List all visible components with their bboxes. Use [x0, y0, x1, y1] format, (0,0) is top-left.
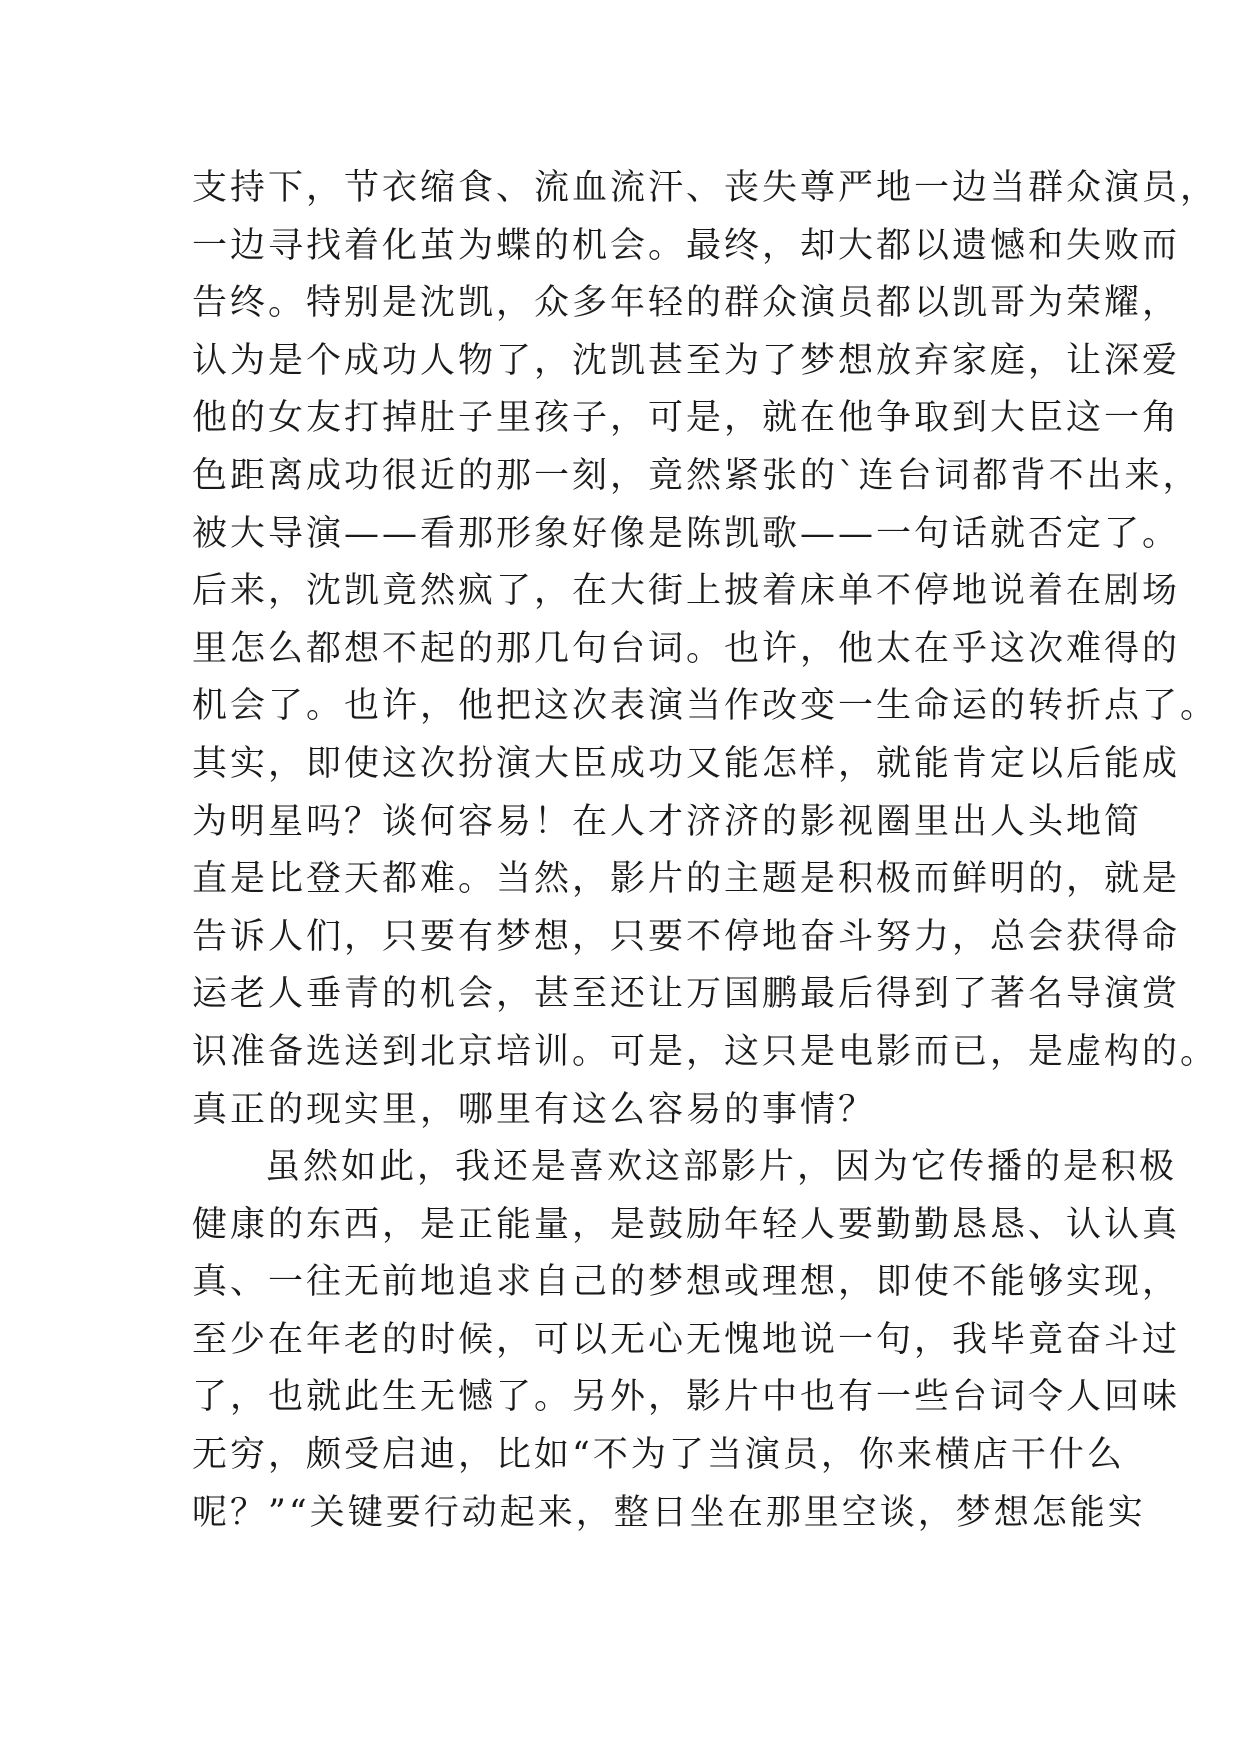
text-line: 真正的现实里，哪里有这么容易的事情？: [192, 1089, 877, 1130]
text-line: 为明星吗？谈何容易！在人才济济的影视圈里出人头地简: [192, 801, 1143, 842]
text-line: 支持下，节衣缩食、流血流汗、丧失尊严地一边当群众演员，: [192, 168, 1219, 208]
text-line: 认为是个成功人物了，沈凯甚至为了梦想放弃家庭，让深爱: [192, 340, 1181, 381]
text-line: 直是比登天都难。当然，影片的主题是积极而鲜明的，就是: [192, 859, 1181, 900]
text-line: 至少在年老的时候，可以无心无愧地说一句，我毕竟奋斗过: [192, 1319, 1181, 1360]
paragraph-first-line: 虽然如此，我还是喜欢这部影片，因为它传播的是积极: [265, 1147, 1178, 1188]
text-line: 无穷，颇受启迪，比如“不为了当演员，你来横店干什么: [192, 1435, 1125, 1476]
text-line: 机会了。也许，他把这次表演当作改变一生命运的转折点了。: [192, 686, 1219, 727]
text-line: 了，也就此生无憾了。另外，影片中也有一些台词令人回味: [192, 1377, 1181, 1418]
text-line: 里怎么都想不起的那几句台词。也许，他太在乎这次难得的: [192, 628, 1181, 669]
text-line: 后来，沈凯竟然疯了，在大街上披着床单不停地说着在剧场: [192, 571, 1181, 612]
text-line: 真、一往无前地追求自己的梦想或理想，即使不能够实现，: [192, 1262, 1181, 1303]
text-line: 告终。特别是沈凯，众多年轻的群众演员都以凯哥为荣耀，: [192, 283, 1181, 324]
body-text: [192, 160, 1219, 1542]
text-line: 健康的东西，是正能量，是鼓励年轻人要勤勤恳恳、认认真: [192, 1204, 1181, 1245]
text-line: 告诉人们，只要有梦想，只要不停地奋斗努力，总会获得命: [192, 916, 1181, 957]
text-line: 其实，即使这次扮演大臣成功又能怎样，就能肯定以后能成: [192, 743, 1181, 784]
text-line: 识准备选送到北京培训。可是，这只是电影而已，是虚构的。: [192, 1031, 1219, 1072]
text-line: 他的女友打掉肚子里孩子，可是，就在他争取到大臣这一角: [192, 398, 1181, 439]
text-line: 色距离成功很近的那一刻，竟然紧张的`连台词都背不出来，: [192, 455, 1201, 496]
text-line: 呢？”“关键要行动起来，整日坐在那里空谈，梦想怎能实: [192, 1492, 1146, 1533]
text-line: 被大导演——看那形象好像是陈凯歌——一句话就否定了。: [192, 513, 1181, 554]
text-line: 运老人垂青的机会，甚至还让万国鹏最后得到了著名导演赏: [192, 974, 1181, 1015]
text-line: 一边寻找着化茧为蝶的机会。最终，却大都以遗憾和失败而: [192, 225, 1181, 266]
